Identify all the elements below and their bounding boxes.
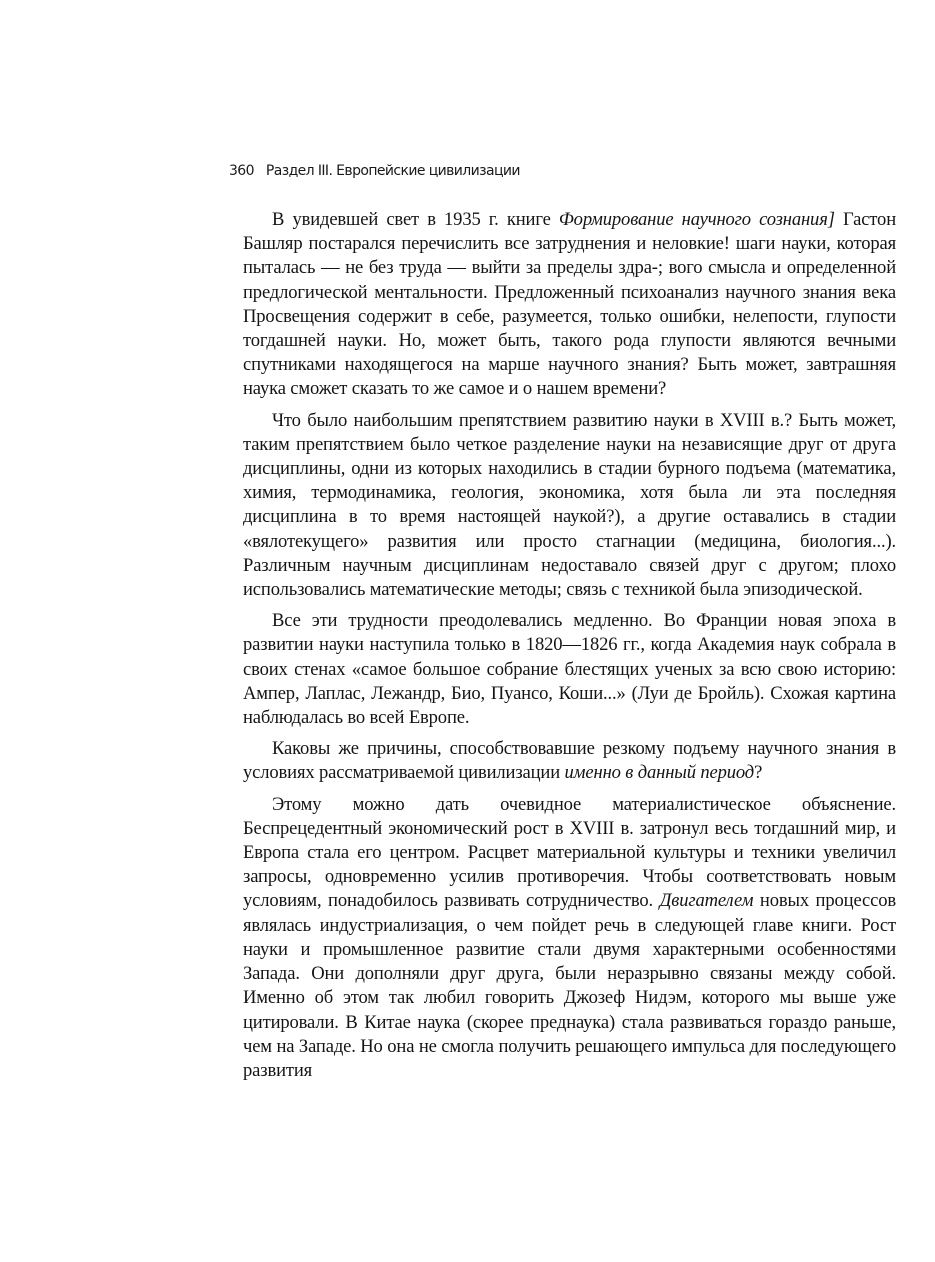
book-title-italic: Формирование научного сознания] xyxy=(558,209,835,230)
page-number: 360 xyxy=(229,163,254,179)
running-header xyxy=(229,163,520,179)
text-span: Гастон Башляр постарался перечислить все затруднения и неловкие! шаги науки, которая пыталась — не без труда — выйти за пределы здра-; вого смысла и определенной предлогической ментальности. Предложенный психоанализ научного знания века Просвещения содержит в себе, разумеется, только ошибки, нелепости, глупости тогдашней науки. Но, может быть, такого рода глупости являются вечными спутниками находящегося на марше научного знания? Быть может, завтрашняя наука сможет сказать то же самое и о нашем времени? xyxy=(243,209,896,400)
text-span: Этому можно дать очевидное материалистическое объяснение. Беспрецедентный экономический рост в XVIII в. затронул весь тогдашний мир, и Европа стала его центром. Расцвет материальной культуры и техники увеличил запросы, одновременно усилив противоречия. Чтобы соответствовать новым условиям, понадобилось развивать сотрудничество. xyxy=(243,793,896,912)
text-span: ? xyxy=(754,762,763,784)
running-title: Раздел III. Европейские цивилизации xyxy=(265,163,520,179)
paragraph-5 xyxy=(243,793,896,1083)
paragraph-1 xyxy=(243,208,896,402)
emphasis-italic: Двигателем xyxy=(659,890,754,912)
text-span: В увидевшей свет в 1935 г. книге xyxy=(272,209,559,230)
main-text xyxy=(243,208,896,1090)
text-span: Каковы же причины, способствовавшие резкому подъему научного знания в условиях рассматриваемой цивилизации xyxy=(243,738,896,784)
paragraph-3 xyxy=(243,609,896,730)
emphasis-italic: именно в данный период xyxy=(564,762,755,784)
paragraph-2 xyxy=(243,409,896,603)
text-span: новых процессов являлась индустриализация, о чем пойдет речь в следующей главе книги. Рост науки и промышленное развитие стали двумя характерными особенностями Запада. Они дополняли друг друга, были неразрывно связаны между собой. Именно об этом так любил говорить Джозеф Нидэм, которого мы выше уже цитировали. В Китае наука (скорее преднаука) стала развиваться гораздо раньше, чем на Западе. Но она не смогла получить решающего импульса для последующего развития xyxy=(243,890,897,1081)
text-span: Что было наибольшим препятствием развитию науки в XVIII в.? Быть может, таким препятствием было четкое разделение науки на независящие друг от друга дисциплины, одни из которых находились в стадии бурного подъема (математика, химия, термодинамика, геология, экономика, хотя была ли эта последняя дисциплина в то время настоящей наукой?), а другие оставались в стадии «вялотекущего» развития или просто стагнации (медицина, биология...). Различным научным дисциплинам недоставало связей друг с другом; плохо использовались математические методы; связь с техникой была эпизодической. xyxy=(243,409,896,601)
paragraph-4 xyxy=(243,737,896,785)
text-span: Все эти трудности преодолевались медленно. Во Франции новая эпоха в развитии науки наступила только в 1820—1826 гг., когда Академия наук собрала в своих стенах «самое большое собрание блестящих ученых за всю свою историю: Ампер, Лаплас, Лежандр, Био, Пуансо, Коши...» (Луи де Бройль). Схожая картина наблюдалась во всей Европе. xyxy=(243,610,896,729)
